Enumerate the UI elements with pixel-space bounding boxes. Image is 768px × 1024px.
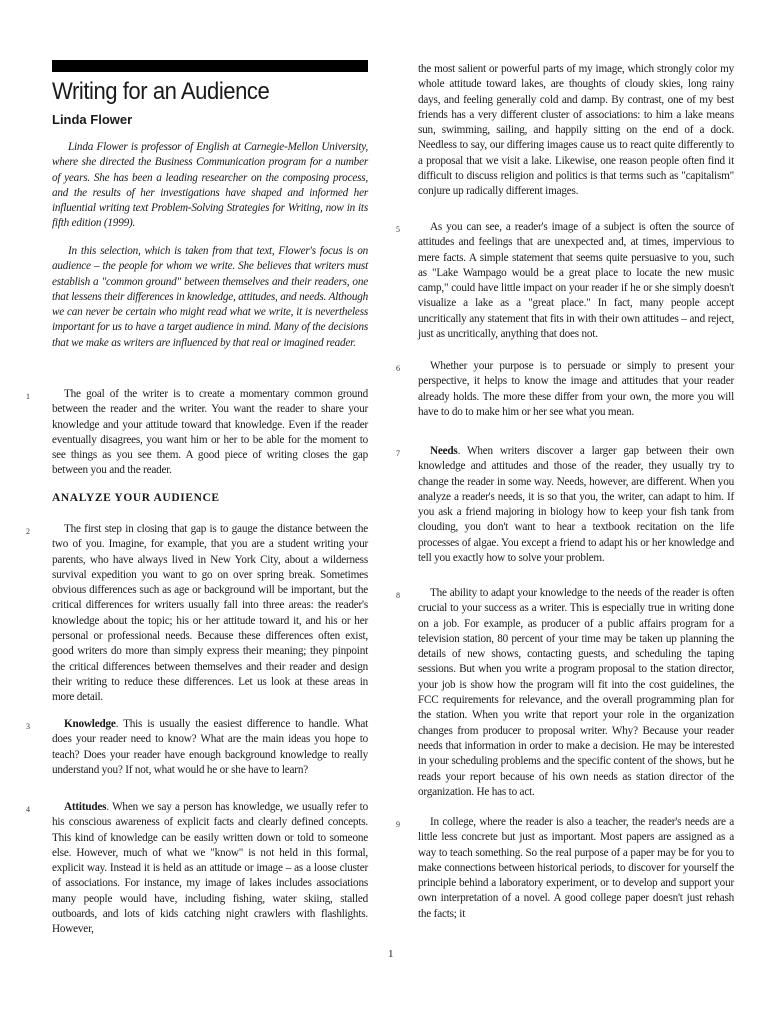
paragraph-9: In college, where the reader is also a teacher, the reader's needs are a little less concrete but just as important. Most papers are assigned as a way to teach something. So the real purpose of a paper may be for you to make connections between historical periods, to discover for yourself the principle behind a laboratory experiment, or to develop and support your own interpretation of a novel. A good college paper doesn't just rehash the facts; it [418, 816, 734, 920]
paragraph-2: The first step in closing that gap is to gauge the distance between the two of you. Imagine, for example, that you are a student writing your parents, who have always lived in New York City, about a wilderness survival expedition you want to go on over spring break. Sometimes obvious differences such as age or background will be important, but the critical differences for writers usually fall into three areas: the reader's knowledge about the topic; his or her attitude toward it, and his or her personal or professional needs. Because these differences often exist, good writers do more than simply express their meaning; they pinpoint the critical differences between themselves and their reader and design their writing to reduce these differences. Let us look at these areas in more detail. [52, 523, 368, 704]
page-number: 1 [388, 948, 394, 960]
paragraph-lead: Knowledge [64, 718, 116, 730]
intro-paragraph-2: In this selection, which is taken from that text, Flower's focus is on audience – the people for whom we write. She believes that writers must establish a "common ground" between themselves and their readers, one that lessens their differences in knowledge, attitudes, and needs. Although we can never be certain who might read what we write, it is nevertheless important for us to have a target audience in mind. Many of the decisions that we make as writers are influenced by that real or imagined reader. [52, 245, 368, 349]
paragraph-number: 5 [396, 225, 400, 234]
paragraph-number: 1 [26, 392, 30, 401]
paragraph-lead: Attitudes [64, 801, 107, 813]
paragraph-number: 8 [396, 591, 400, 600]
paragraph-number: 9 [396, 820, 400, 829]
intro-paragraph-1: Linda Flower is professor of English at Carnegie-Mellon University, where she directed the Business Communication program for a number of years. She has been a leading researcher on the composing process, and the results of her investigations have shaped and informed her influential writing text Problem-Solving Strategies for Writing, now in its fifth edition (1999). [52, 141, 368, 230]
paragraph-5: As you can see, a reader's image of a subject is often the source of attitudes and feelings that are unexpected and, at times, impervious to mere facts. A simple statement that seems quite persuasive to you, such as "Lake Wampago would be a great place to locate the new music camp," could have little impact on your reader if he or she simply doesn't visualize a lake as a "great place." In fact, many people accept uncritically any statement that fits in with their own attitudes – and reject, just as uncritically, anything that does not. [418, 221, 734, 341]
paragraph-number: 2 [26, 527, 30, 536]
paragraph-6: Whether your purpose is to persuade or simply to present your perspective, it helps to know the image and attitudes that your reader already holds. The more these differ from your own, the more you will have to do to make him or her see what you mean. [418, 360, 734, 418]
paragraph-number: 4 [26, 805, 30, 814]
paragraph-body: . When writers discover a larger gap between their own knowledge and attitudes and those of the reader, they usually try to change the reader in some way. Needs, however, are different. When you analyze a reader's needs, it is so that you, the writer, can adapt to him. If you ask a friend majoring in biology how to keep your fish tank from clouding, you don't want to hear a textbook recitation on the life processes of algae. You except a friend to adapt his or her knowledge and tell you exactly how to solve your problem. [418, 445, 734, 565]
paragraph-4-continued: the most salient or powerful parts of my image, which strongly color my whole attitude toward lakes, are thoughts of cloudy skies, long rainy days, and feeling generally cold and damp. By contrast, one of my best friends has a very different cluster of associations: to him a lake means sun, swimming, sailing, and happily sitting on the end of a dock. Needless to say, our differing images cause us to react quite differently to a proposal that we visit a lake. Likewise, one reason people often find it difficult to discuss religion and politics is that terms such as "capitalism" conjure up radically different images. [418, 63, 734, 198]
paragraph-number: 6 [396, 364, 400, 373]
paragraph-4 [52, 800, 368, 938]
paragraph-lead: Needs [430, 445, 458, 457]
paragraph-number: 3 [26, 722, 30, 731]
title-rule [52, 60, 368, 72]
paragraph-body: . This is usually the easiest difference to handle. What does your reader need to know? What are the main ideas you hope to teach? Does your reader have enough background knowledge to really understand you? If not, what would he or she have to learn? [52, 718, 368, 776]
paragraph-8: The ability to adapt your knowledge to the needs of the reader is often crucial to your success as a writer. This is especially true in writing done on a job. For example, as producer of a public affairs program for a television station, 80 percent of your time may be taken up planning the details of new shows, contacting guests, and scheduling the taping sessions. But when you write a program proposal to the station director, your job is show how the program will fit into the cost guidelines, the FCC requirements for relevance, and the overall programming plan for the station. When you write that report your role in the organization changes from producer to proposal writer. Why? Because your reader needs that information in order to make a decision. He may be interested in your scheduling problems and the specific content of the shows, but he reads your report because of his own needs as station director of the organization. He has to act. [418, 587, 734, 798]
section-heading: ANALYZE YOUR AUDIENCE [52, 492, 220, 504]
paragraph-number: 7 [396, 449, 400, 458]
paragraph-7 [418, 444, 734, 566]
paragraph-3 [52, 717, 368, 778]
paragraph-1: The goal of the writer is to create a momentary common ground between the reader and the writer. You want the reader to share your knowledge and your attitude toward that knowledge. Even if the reader eventually disagrees, you want him or her to be able for the moment to see things as you see them. A good piece of writing closes the gap between you and the reader. [52, 388, 368, 477]
paragraph-body: . When we say a person has knowledge, we usually refer to his conscious awareness of explicit facts and clearly defined concepts. This kind of knowledge can be easily written down or told to someone else. However, much of what we "know" is not held in this formal, explicit way. Instead it is held as an attitude or image – as a loose cluster of associations. For instance, my image of lakes includes associations many people would have, including fishing, water skiing, stalled outboards, and lots of kids catching night crawlers with flashlights. However, [52, 801, 368, 936]
article-title: Writing for an Audience [52, 78, 270, 105]
author-name: Linda Flower [52, 112, 133, 127]
